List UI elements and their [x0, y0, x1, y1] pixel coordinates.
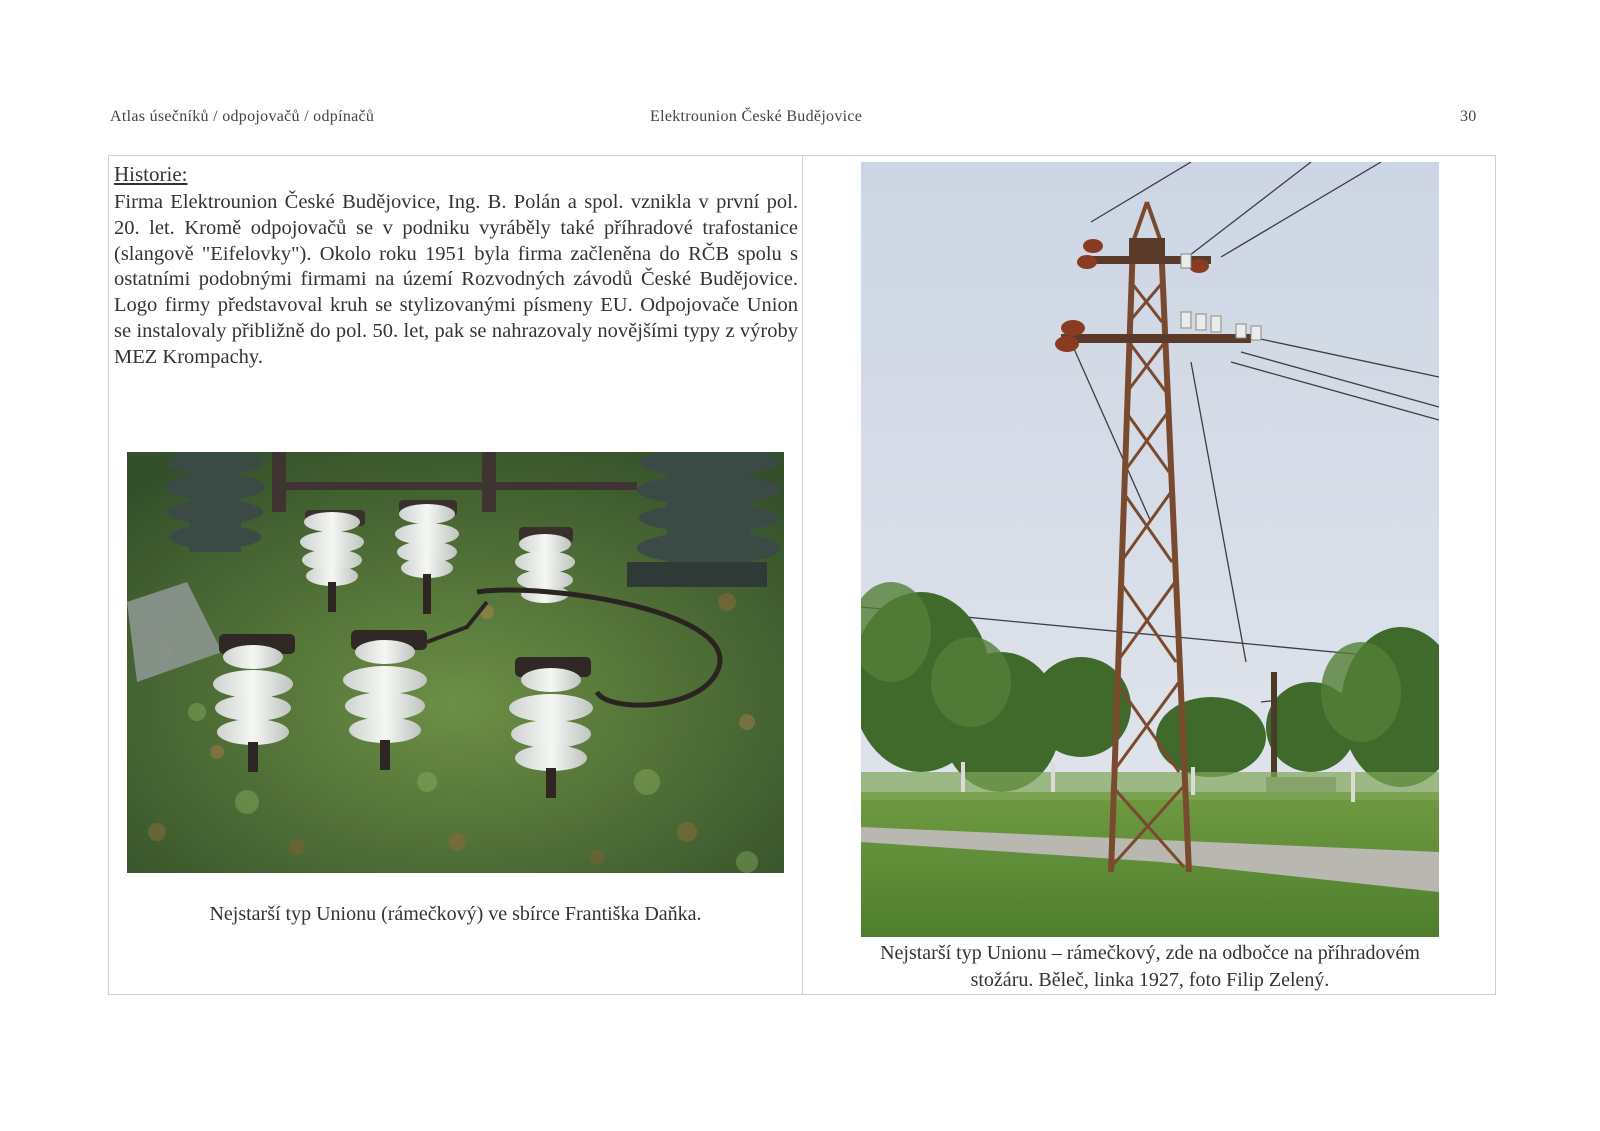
caption-right-line-1: Nejstarší typ Unionu – rámečkový, zde na odbočce na příhradovém — [880, 942, 1420, 964]
page-number: 30 — [1460, 108, 1477, 125]
photo-disconnector-collection — [127, 452, 784, 873]
header-atlas-title: Atlas úsečníků / odpojovačů / odpínačů — [110, 108, 375, 125]
header-manufacturer: Elektrounion České Budějovice — [650, 108, 863, 125]
caption-right-line-2: stožáru. Běleč, linka 1927, foto Filip Zelený. — [970, 969, 1330, 991]
caption-left-photo: Nejstarší typ Unionu (rámečkový) ve sbírce Františka Daňka. — [209, 903, 702, 925]
history-heading: Historie: — [114, 162, 188, 186]
history-text: Firma Elektrounion České Budějovice, Ing. B. Polán a spol. vznikla v první pol. 20. let. Kromě odpojovačů se v podniku vyráběly také příhradové trafostanice (slangově "Eifelovky"). Okolo roku 1951 byla firma začleněna do RČB spolu s ostatními podobnými firmami na území Rozvodných závodů České Budějovice. Logo firmy představoval kruh se stylizovanými písmeny EU. Odpojovače Union se instalovaly přibližně do pol. 50. let, pak se nahrazovaly novějšími typy z výroby MEZ Krompachy. — [114, 191, 798, 368]
caption-right-photo — [808, 940, 1492, 994]
photo-lattice-tower — [861, 162, 1439, 937]
column-divider — [802, 155, 803, 995]
